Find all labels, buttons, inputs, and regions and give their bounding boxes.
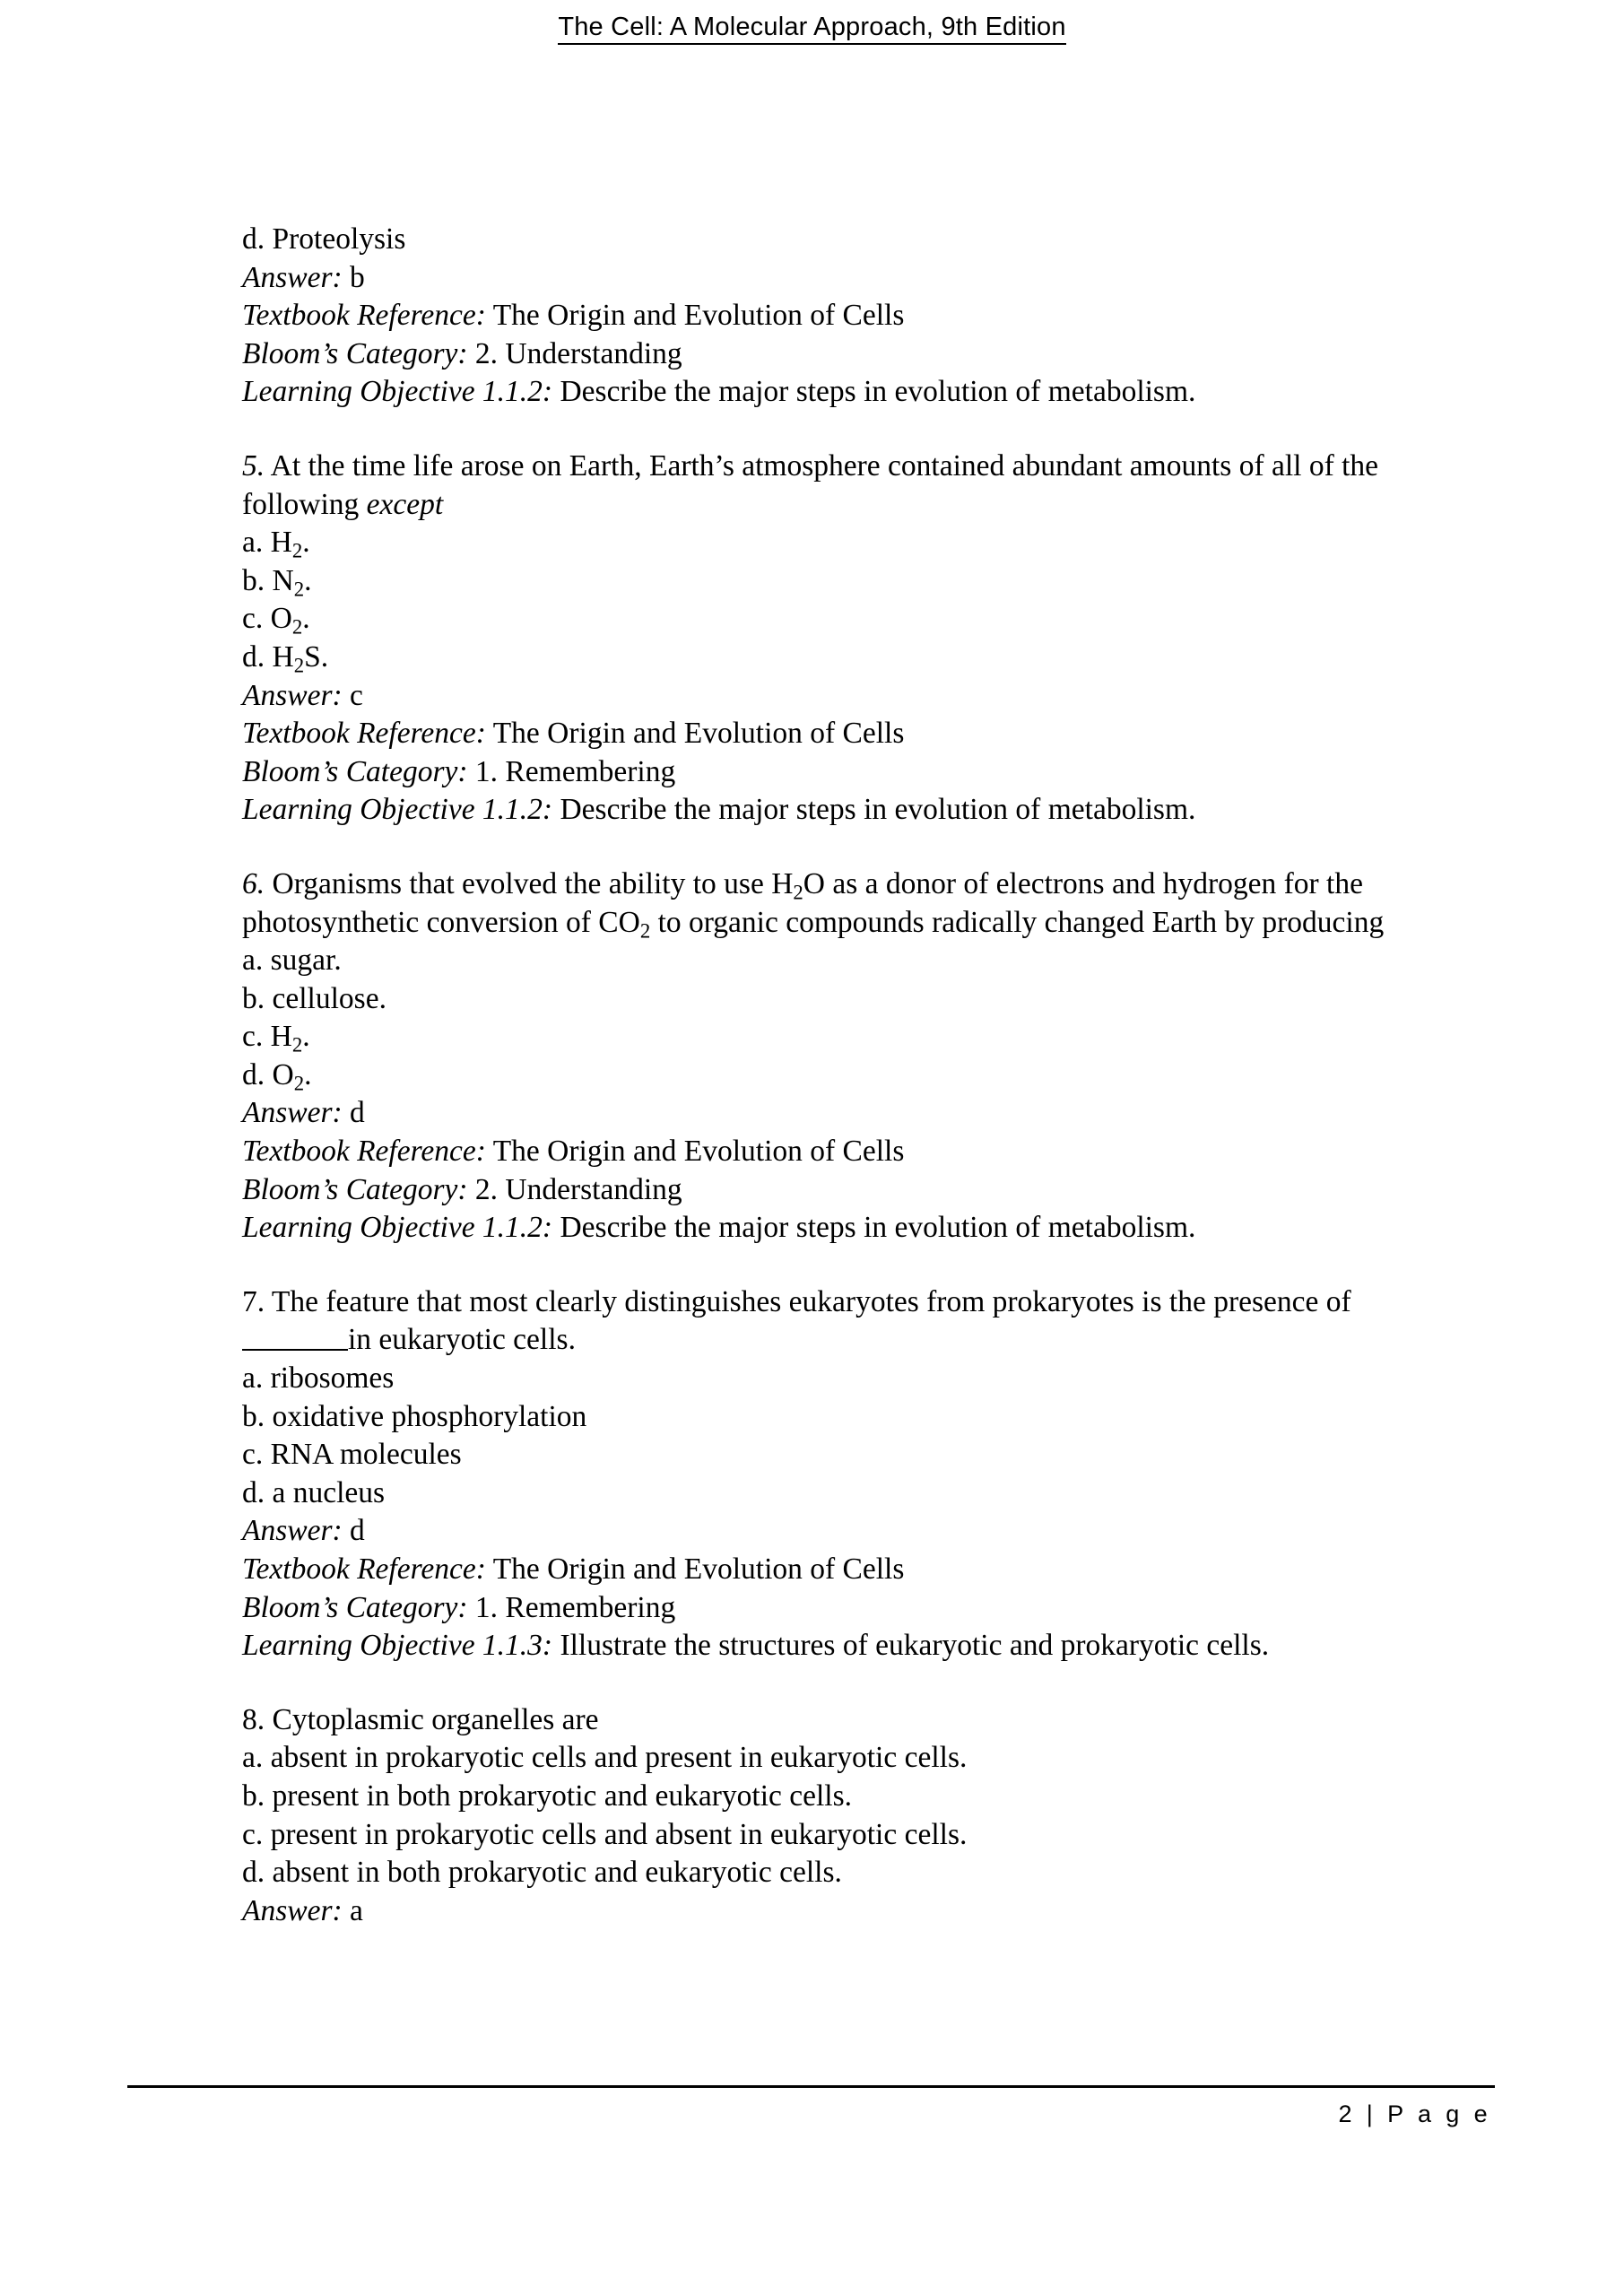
q4-objective-line bbox=[242, 373, 1435, 412]
q5-option-c-subscript: 2 bbox=[291, 615, 303, 639]
q8-option-b: b. present in both prokaryotic and eukaryotic cells. bbox=[242, 1779, 853, 1813]
q7-stem-segment-1: 7. The feature that most clearly distinguishes eukaryotes from prokaryotes is the presence of bbox=[242, 1284, 1351, 1318]
q4-reference-line bbox=[242, 297, 1435, 335]
q7-fill-in-blank bbox=[242, 1349, 348, 1351]
question-7-block bbox=[242, 1283, 1435, 1665]
q7-reference-line bbox=[242, 1551, 1435, 1589]
q6-objective-line bbox=[242, 1209, 1435, 1248]
q4-reference-value: The Origin and Evolution of Cells bbox=[492, 299, 905, 333]
q5-option-c-suffix: . bbox=[302, 602, 310, 636]
q4-objective-value: Describe the major steps in evolution of metabolism. bbox=[560, 375, 1196, 409]
q5-option-c-prefix: c. O bbox=[242, 602, 292, 636]
q4-blooms-value: 2. Understanding bbox=[474, 336, 682, 370]
blooms-category-label: Bloom’s Category: bbox=[242, 754, 468, 788]
q5-reference-value: The Origin and Evolution of Cells bbox=[492, 717, 905, 751]
textbook-reference-label: Textbook Reference: bbox=[242, 299, 486, 333]
q4-answer-line bbox=[242, 259, 1435, 298]
q8-answer-value: a bbox=[350, 1893, 363, 1927]
q5-objective-value: Describe the major steps in evolution of metabolism. bbox=[560, 793, 1196, 827]
answer-label: Answer: bbox=[242, 1893, 343, 1927]
q6-blooms-line bbox=[242, 1171, 1435, 1210]
q6-stem-subscript-2: 2 bbox=[639, 918, 651, 942]
q5-blooms-value: 1. Remembering bbox=[474, 754, 676, 788]
q6-blooms-value: 2. Understanding bbox=[474, 1172, 682, 1206]
q6-option-c bbox=[242, 1018, 1435, 1057]
q7-stem bbox=[242, 1283, 1435, 1360]
q7-option-d: d. a nucleus bbox=[242, 1475, 386, 1509]
q5-stem bbox=[242, 448, 1435, 524]
q6-answer-line bbox=[242, 1094, 1435, 1133]
q5-option-c bbox=[242, 600, 1435, 639]
q5-option-b-prefix: b. N bbox=[242, 563, 294, 597]
q6-option-d-prefix: d. O bbox=[242, 1057, 294, 1091]
q7-stem-segment-2: in eukaryotic cells. bbox=[348, 1323, 576, 1357]
q4-blooms-line bbox=[242, 335, 1435, 374]
q4-option-d: d. Proteolysis bbox=[242, 222, 406, 256]
document-body bbox=[242, 221, 1435, 1930]
textbook-reference-label: Textbook Reference: bbox=[242, 1552, 486, 1586]
q4-answer-value: b bbox=[350, 260, 365, 294]
q6-stem bbox=[242, 865, 1435, 942]
q8-option-a: a. absent in prokaryotic cells and present in eukaryotic cells. bbox=[242, 1741, 968, 1775]
q6-reference-value: The Origin and Evolution of Cells bbox=[492, 1135, 905, 1169]
question-6-block bbox=[242, 865, 1435, 1248]
textbook-reference-label: Textbook Reference: bbox=[242, 717, 486, 751]
q6-option-d-suffix: . bbox=[304, 1057, 312, 1091]
q6-stem-segment-3: to organic compounds radically changed Earth by producing bbox=[650, 905, 1385, 939]
q5-number: 5. bbox=[242, 448, 265, 483]
q7-blooms-line bbox=[242, 1589, 1435, 1628]
learning-objective-label: Learning Objective 1.1.2: bbox=[242, 1211, 553, 1245]
document-footer bbox=[127, 2085, 1495, 2128]
q6-number: 6. bbox=[242, 866, 265, 900]
learning-objective-label: Learning Objective 1.1.2: bbox=[242, 793, 553, 827]
q7-option-a: a. ribosomes bbox=[242, 1361, 395, 1396]
q6-option-d-subscript: 2 bbox=[293, 1072, 305, 1095]
blooms-category-label: Bloom’s Category: bbox=[242, 336, 468, 370]
q5-stem-text: At the time life arose on Earth, Earth’s atmosphere contained abundant amounts of all of the following bbox=[242, 448, 1379, 521]
answer-label: Answer: bbox=[242, 678, 343, 712]
q5-option-b bbox=[242, 562, 1435, 601]
q7-blooms-value: 1. Remembering bbox=[474, 1590, 676, 1624]
q5-option-d-subscript: 2 bbox=[293, 654, 305, 677]
q7-answer-line bbox=[242, 1512, 1435, 1551]
q7-answer-value: d bbox=[350, 1514, 365, 1548]
q5-objective-line bbox=[242, 791, 1435, 830]
q7-objective-line bbox=[242, 1627, 1435, 1665]
textbook-reference-label: Textbook Reference: bbox=[242, 1135, 486, 1169]
q7-option-b: b. oxidative phosphorylation bbox=[242, 1399, 587, 1433]
q5-reference-line bbox=[242, 715, 1435, 753]
q5-option-a bbox=[242, 524, 1435, 562]
q5-option-b-suffix: . bbox=[304, 563, 312, 597]
question-5-block bbox=[242, 448, 1435, 830]
q5-option-a-prefix: a. H bbox=[242, 526, 292, 560]
blooms-category-label: Bloom’s Category: bbox=[242, 1172, 468, 1206]
page-number: 2 | P a g e bbox=[1338, 2100, 1491, 2127]
q8-option-d: d. absent in both prokaryotic and eukaryotic cells. bbox=[242, 1856, 842, 1890]
q5-answer-line bbox=[242, 677, 1435, 716]
q6-option-c-subscript: 2 bbox=[291, 1033, 303, 1057]
q5-option-a-suffix: . bbox=[302, 526, 310, 560]
q8-answer-line bbox=[242, 1892, 1435, 1931]
q5-answer-value: c bbox=[350, 678, 363, 712]
q6-option-c-suffix: . bbox=[302, 1020, 310, 1054]
q7-objective-value: Illustrate the structures of eukaryotic and prokaryotic cells. bbox=[560, 1629, 1270, 1663]
q8-stem: 8. Cytoplasmic organelles are bbox=[242, 1702, 599, 1736]
question-8-block bbox=[242, 1701, 1435, 1931]
q5-option-d-suffix: S. bbox=[304, 639, 329, 674]
q6-option-a: a. sugar. bbox=[242, 944, 342, 978]
question-4-tail-block bbox=[242, 221, 1435, 412]
learning-objective-label: Learning Objective 1.1.3: bbox=[242, 1629, 553, 1663]
q5-option-d-prefix: d. H bbox=[242, 639, 294, 674]
q6-reference-line bbox=[242, 1133, 1435, 1171]
document-header bbox=[0, 13, 1624, 45]
q5-option-d bbox=[242, 639, 1435, 677]
q7-option-c: c. RNA molecules bbox=[242, 1438, 462, 1472]
learning-objective-label: Learning Objective 1.1.2: bbox=[242, 375, 553, 409]
q6-stem-segment-1: Organisms that evolved the ability to use H bbox=[265, 866, 794, 900]
q6-objective-value: Describe the major steps in evolution of metabolism. bbox=[560, 1211, 1196, 1245]
q6-option-d bbox=[242, 1057, 1435, 1095]
q7-reference-value: The Origin and Evolution of Cells bbox=[492, 1552, 905, 1586]
q6-option-b: b. cellulose. bbox=[242, 981, 386, 1015]
answer-label: Answer: bbox=[242, 260, 343, 294]
q6-stem-segment-2: O as a donor of electrons and hydrogen for the photosynthetic conversion of CO bbox=[242, 866, 1363, 939]
q5-option-b-subscript: 2 bbox=[293, 578, 305, 601]
q6-stem-subscript-1: 2 bbox=[793, 881, 803, 904]
answer-label: Answer: bbox=[242, 1096, 343, 1130]
q5-option-a-subscript: 2 bbox=[291, 539, 303, 562]
blooms-category-label: Bloom’s Category: bbox=[242, 1590, 468, 1624]
q5-blooms-line bbox=[242, 753, 1435, 792]
q5-stem-emphasis: except bbox=[366, 487, 444, 521]
q6-answer-value: d bbox=[350, 1096, 365, 1130]
answer-label: Answer: bbox=[242, 1514, 343, 1548]
q6-option-c-prefix: c. H bbox=[242, 1020, 292, 1054]
header-title: The Cell: A Molecular Approach, 9th Edition bbox=[558, 13, 1065, 45]
q8-option-c: c. present in prokaryotic cells and absent in eukaryotic cells. bbox=[242, 1817, 968, 1851]
